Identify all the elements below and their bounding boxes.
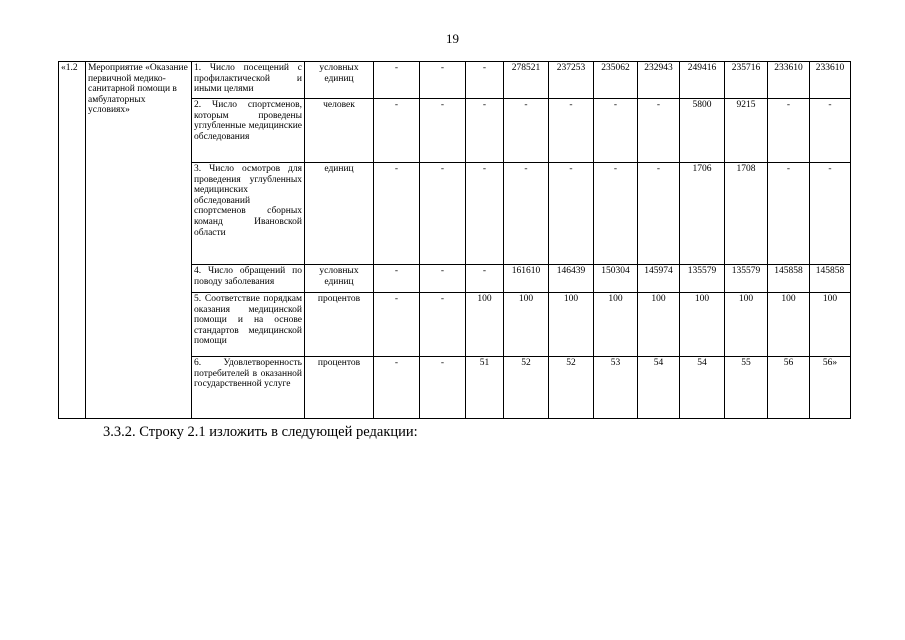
value-cell: -: [594, 163, 638, 265]
value-cell: -: [810, 99, 851, 163]
value-cell: 233610: [810, 62, 851, 99]
value-cell: 56: [768, 357, 810, 419]
section-text: 3.3.2. Строку 2.1 изложить в следующей редакции:: [103, 424, 418, 440]
value-cell: -: [549, 163, 594, 265]
value-cell: -: [638, 163, 680, 265]
value-cell: 233610: [768, 62, 810, 99]
value-cell: -: [466, 163, 504, 265]
value-cell: 235062: [594, 62, 638, 99]
value-cell: -: [594, 99, 638, 163]
value-cell: 232943: [638, 62, 680, 99]
indicator-name: 1. Число посещений с профилактической и иными целями: [192, 62, 305, 99]
value-cell: -: [504, 163, 549, 265]
value-cell: 145974: [638, 265, 680, 293]
value-cell: 52: [504, 357, 549, 419]
event-name: Мероприятие «Оказание первичной медико-санитарной помощи в амбулаторных условиях»: [86, 62, 192, 419]
value-cell: 278521: [504, 62, 549, 99]
value-cell: 150304: [594, 265, 638, 293]
value-cell: 55: [725, 357, 768, 419]
value-cell: 100: [725, 293, 768, 357]
value-cell: 100: [768, 293, 810, 357]
value-cell: 100: [680, 293, 725, 357]
value-cell: 5800: [680, 99, 725, 163]
value-cell: -: [374, 293, 420, 357]
value-cell: -: [420, 62, 466, 99]
indicator-name: 4. Число обращений по поводу заболевания: [192, 265, 305, 293]
value-cell: -: [466, 62, 504, 99]
indicator-unit: единиц: [305, 163, 374, 265]
value-cell: -: [374, 62, 420, 99]
indicator-unit: условных единиц: [305, 265, 374, 293]
indicators-table: [58, 61, 851, 419]
indicator-unit: условных единиц: [305, 62, 374, 99]
page-number: 19: [446, 31, 459, 46]
table-row: [59, 62, 851, 99]
value-cell: 145858: [810, 265, 851, 293]
value-cell: 1708: [725, 163, 768, 265]
value-cell: -: [420, 99, 466, 163]
indicator-unit: процентов: [305, 293, 374, 357]
value-cell: 135579: [680, 265, 725, 293]
indicator-name: 2. Число спортсменов, которым проведены углубленные медицинские обследования: [192, 99, 305, 163]
value-cell: 54: [638, 357, 680, 419]
row-number: «1.2: [59, 62, 86, 419]
value-cell: -: [466, 99, 504, 163]
indicator-name: 6. Удовлетворенность потребителей в оказанной государственной услуге: [192, 357, 305, 419]
value-cell: 100: [810, 293, 851, 357]
value-cell: -: [374, 99, 420, 163]
value-cell: 52: [549, 357, 594, 419]
value-cell: -: [420, 293, 466, 357]
value-cell: -: [374, 163, 420, 265]
value-cell: 1706: [680, 163, 725, 265]
value-cell: 100: [466, 293, 504, 357]
indicator-unit: человек: [305, 99, 374, 163]
value-cell: -: [768, 163, 810, 265]
value-cell: 161610: [504, 265, 549, 293]
value-cell: -: [374, 265, 420, 293]
value-cell: -: [466, 265, 504, 293]
value-cell: 135579: [725, 265, 768, 293]
value-cell: -: [374, 357, 420, 419]
value-cell: 145858: [768, 265, 810, 293]
value-cell: 9215: [725, 99, 768, 163]
value-cell: 100: [549, 293, 594, 357]
value-cell: 237253: [549, 62, 594, 99]
value-cell: -: [638, 99, 680, 163]
value-cell: 249416: [680, 62, 725, 99]
value-cell: -: [420, 357, 466, 419]
indicator-name: 5. Соответствие порядкам оказания медицинской помощи и на основе стандартов медицинской помощи: [192, 293, 305, 357]
value-cell: 100: [504, 293, 549, 357]
value-cell: 146439: [549, 265, 594, 293]
value-cell: -: [810, 163, 851, 265]
value-cell: -: [768, 99, 810, 163]
value-cell: -: [549, 99, 594, 163]
value-cell: 100: [594, 293, 638, 357]
value-cell: 51: [466, 357, 504, 419]
value-cell: 53: [594, 357, 638, 419]
indicator-name: 3. Число осмотров для проведения углубленных медицинских обследований спортсменов сборных команд Ивановской области: [192, 163, 305, 265]
value-cell: -: [420, 163, 466, 265]
value-cell: 235716: [725, 62, 768, 99]
indicator-unit: процентов: [305, 357, 374, 419]
value-cell: -: [420, 265, 466, 293]
value-cell: -: [504, 99, 549, 163]
value-cell: 54: [680, 357, 725, 419]
value-cell: 56»: [810, 357, 851, 419]
value-cell: 100: [638, 293, 680, 357]
